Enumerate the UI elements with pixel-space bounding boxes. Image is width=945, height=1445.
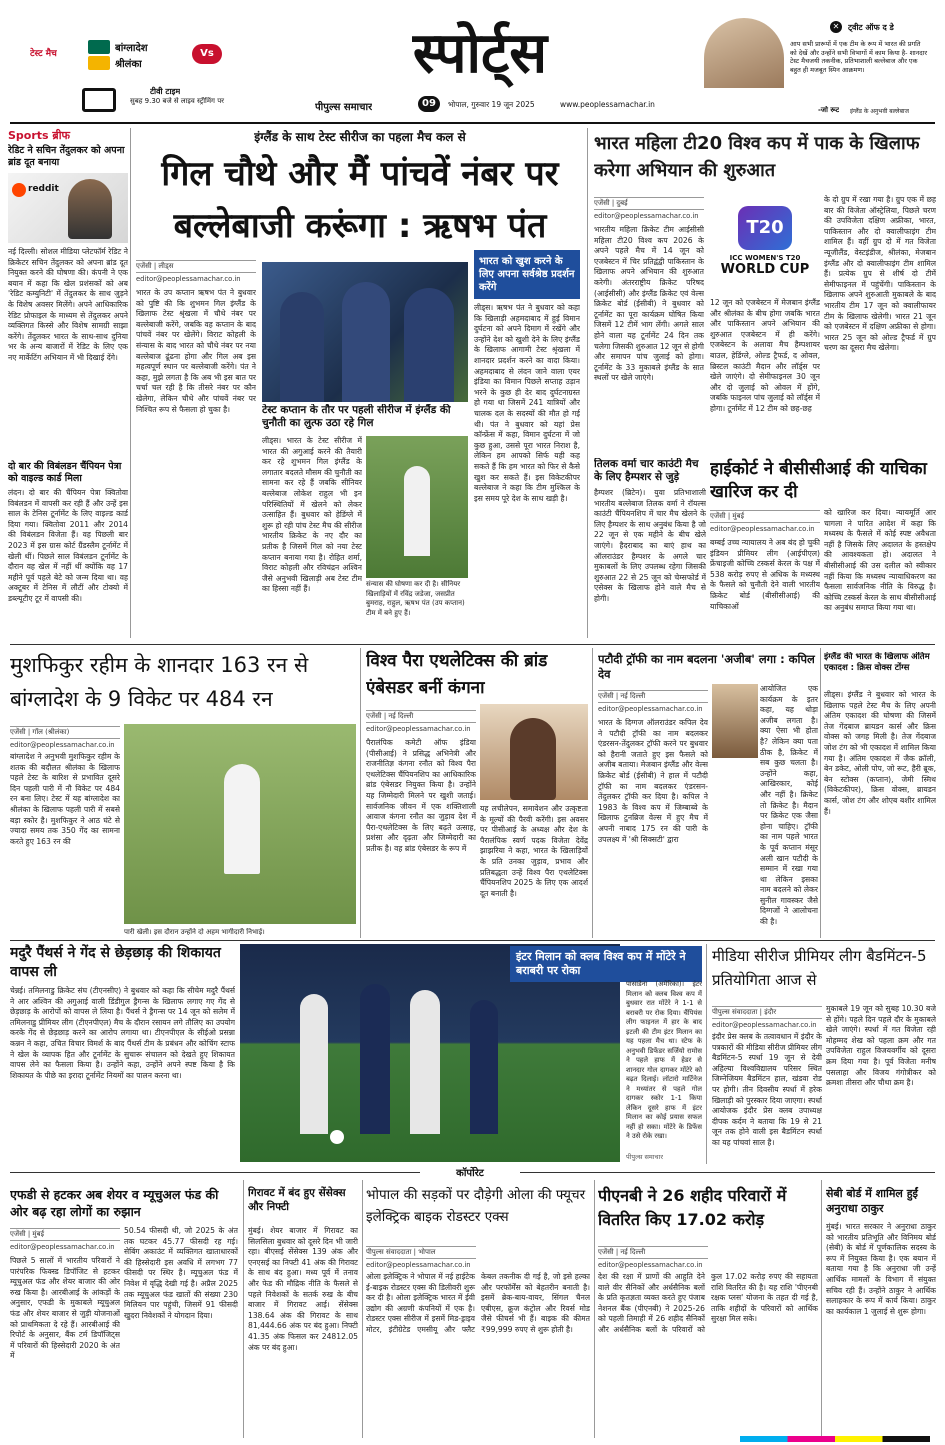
bcci-headline: हाईकोर्ट ने बीसीसीआई की याचिका खारिज कर दी — [710, 459, 927, 502]
kapil-byline-block — [598, 688, 708, 713]
corp-c-headline: भोपाल की सड़कों पर दौड़ेगी ओला की फ्यूचर इलेक्ट्रिक बाइक रोडस्टर एक्स — [366, 1187, 586, 1225]
kangana-email: editor@peoplessamachar.co.in — [366, 725, 471, 733]
corp-d-byline: एजेंसी | नई दिल्ली — [598, 1246, 708, 1259]
wc-logo-line2: WORLD CUP — [720, 262, 810, 277]
brief-body-2: लंदन। दो बार की चैंपियन पेत्रा क्वितोवा विबंलडन में वापसी कर रही हैं और उन्हें इस साल के टेनिस टूर्नामेंट के लिए वाइल्ड कार्ड दिया गया। क्वितोवा 2011 और 2014 की विबंलडन विजेता हैं। वह पिछली बार 2023 में इस ग्रास कोर्ट ग्रैंडस्लैम टूर्नामेंट में खेली थीं। पिछले साल विबंलडन टूर्नामेंट के दौरान वह खेल में नहीं थीं क्योंकि वह 17 महीने पूर्व पहले बेटे को जन्म दिया था। वह अक्टूबर में टेनिस में लौटीं और टोक्यो में डब्ल्यूटीए टूर में वापसी की। — [8, 488, 128, 603]
madurai-headline: मदुरै पैंथर्स ने गेंद से छेड़छाड़ की शिकायत वापस ली — [10, 945, 221, 980]
mushfiq-photo — [124, 724, 356, 924]
women-t20-byline-block — [594, 195, 704, 220]
women-t20-headline: भारत महिला टी20 विश्व कप में पाक के खिलाफ करेगा अभियान की शुरुआत — [594, 133, 920, 181]
player-silhouette-1 — [280, 292, 324, 402]
tv-icon — [82, 88, 116, 112]
player-silhouette-2 — [342, 282, 390, 402]
website: www.peoplessamachar.in — [560, 100, 655, 109]
bcci-col-1: बम्बई उच्च न्यायालय ने अब बंद हो चुकी इंडियन प्रीमियर लीग (आईपीएल) फ्रेंचाइजी कोच्चि टस्कर्स केरल के पक्ष में 538 करोड़ रुपए से अधिक के मध्यस्थ के फैसले को चुनौती देने वाली भारतीय क्रिकेट बोर्ड (बीसीसीआई) की याचिकाओं — [710, 538, 820, 611]
mushfiq-body: बांग्लादेश ने अनुभवी मुशफिकुर रहीम के शतक की बदौलत श्रीलंका के खिलाफ पहले टेस्ट के बारिश से प्रभावित दूसरे दिन पहली पारी में नौ विकेट पर 484 रन बना लिए। टेस्ट में यह बांग्लादेश का श्रीलंका के खिलाफ पहली पारी में सबसे बड़ा स्कोर है। मुशफिकुर ने आठ घंटे से ज्यादा समय तक 350 गेंद का सामना करते हुए 163 रन की — [10, 752, 120, 846]
test-match-label: टेस्ट मैच — [30, 49, 57, 59]
main-headline: गिल चौथे और मैं पांचवें नंबर पर बल्लेबाजी करूंगा : ऋषभ पंत — [161, 154, 559, 246]
main-byline-block — [136, 258, 256, 283]
corp-e-body: मुंबई। भारत सरकार ने अनुराधा ठाकुर को भारतीय प्रतिभूति और विनिमय बोर्ड (सेबी) के बोर्ड में पूर्णकालिक सदस्य के रूप में नियुक्त किया है। एक बयान में बताया गया है कि अनुराधा जी उन्हें आर्थिक मामलों के विभाग में संयुक्त सचिव रही हैं। उन्होंने ठाकुर ने आर्थिक सलाहकार के रूप में कार्य किया। ठाकुर का कार्यकाल 1 जुलाई से शुरू होगा। — [826, 1222, 936, 1316]
corp-d-body: देश की रक्षा में प्राणों की आहुति देने वाले वीर सैनिकों और अर्धसैनिक बलों के प्रति कृतज्ञता व्यक्त करते हुए पंजाब नेशनल बैंक (पीएनबी) ने 2025-26 को पहली तिमाही में 26 शहीद सैनिकों और अर्धसैनिक बलों के परिवारों को कुल 17.02 करोड़ रुपए की सहायता राशि वितरित की है। यह राशि 'पीएनबी रक्षक प्लस' योजना के तहत दी गई है, ताकि शहीदों के परिवारों को आर्थिक सुरक्षा मिल सके। — [598, 1272, 818, 1334]
corp-e-headline: सेबी बोर्ड में शामिल हुईं अनुराधा ठाकुर — [826, 1187, 918, 1215]
media-series-headline: मीडिया सीरीज प्रीमियर लीग बैडमिंटन-5 प्रतियोगिता आज से — [712, 947, 927, 989]
corp-c-byline: पीपुल्स संवाददाता | भोपाल — [366, 1246, 476, 1259]
player-figure-4 — [470, 1000, 498, 1134]
batting-photo — [366, 436, 468, 578]
inter-headline: इंटर मिलान को क्लब विश्व कप में मोंटेरे ने बराबरी पर रोका — [510, 946, 702, 982]
brief-headline: रेडिट ने सचिन तेंदुलकर को अपना ब्रांड दूत बनाया — [8, 145, 125, 168]
main-col-3: लीड्स। भारत के टेस्ट सीरीज में भारत की अगुआई करने की तैयारी कर रहे शुभमन गिल इंग्लैंड के लगातार बदलते मौसम की चुनौती का सामना कर रहे हैं जबकि सीनियर बल्लेबाज लोकेश राहुल भी इन परिस्थितियों में खेलने को लेकर उत्साहित हैं। बुधवार को हेडिंग्ले में शुरू हो रही पांच टेस्ट मैच की सीरीज भारतीय क्रिकेट के नए दौर का प्रतीक है जिसमें गिल को नया टेस्ट कप्तान बनाया गया है। रोहित शर्मा, विराट कोहली और रविचंद्रन अश्विन जैसे अनुभवी खिलाड़ी अब टेस्ट टीम का हिस्सा नहीं हैं। — [262, 436, 362, 594]
women-t20-email: editor@peoplessamachar.co.in — [594, 212, 699, 220]
mushfiq-byline-block — [10, 724, 120, 749]
corp-b-body: मुंबई। शेयर बाजार में गिरावट का सिलसिला बुधवार को दूसरे दिन भी जारी रहा। बीएसई सेंसेक्स 139 अंक और एनएसई का निफ्टी 41 अंक की गिरावट के साथ बंद हुआ। मध्य पूर्व में तनाव और फेड की मौद्रिक नीति के फैसले से पहले निवेशकों के सतर्क रुख के बीच बाजार में गिरावट आई। सेंसेक्स 138.64 अंक की गिरावट के साथ 81,444.66 अंक पर बंद हुआ। निफ्टी 41.35 अंक फिसल कर 24812.05 अंक पर बंद हुआ। — [248, 1226, 358, 1352]
kangana-headline: विश्व पैरा एथलेटिक्स की ब्रांड एंबेसडर बनीं कंगना — [366, 651, 548, 698]
brief-headline-2: दो बार की विबंलडन चैंपियन पेत्रा को वाइल्ड कार्ड मिला — [8, 461, 122, 484]
kangana-byline-block — [366, 708, 476, 733]
main-email: editor@peoplessamachar.co.in — [136, 275, 241, 283]
wc-logo — [710, 200, 820, 295]
brief-brand: Sports ब्रीफ — [8, 129, 71, 142]
inter-body: पासाडेना (अमेरिका)। इंटर मिलान को क्लब विश्व कप में बुधवार रात मोंटेरे ने 1-1 से बराबरी पर रोक दिया। चैंपियंस लीग फाइनल में हार के बाद इटली की टीम इंटर मिलान का यह पहला मैच था। स्टेफ के अनुभवी डिफेंडर सर्जियो रामोस ने पहले हाफ में हेडर से शानदार गोल दागकर मोंटेरे को बढ़त दिलाई। लॉटारो मार्टिनेज ने मध्यांतर से पहले गोल दागकर स्कोर 1-1 किया लेकिन दूसरे हाफ में इंटर मिलान का कोई प्रयास सफल नहीं हो सका। मोंटेरे के डिफेंस ने उसे रोके रखा। — [626, 980, 702, 1140]
main-byline: एजेंसी | लीड्स — [136, 260, 256, 273]
player-figure-1 — [300, 994, 328, 1134]
team2-flag — [88, 56, 110, 70]
team1-label: बांग्लादेश — [115, 43, 148, 54]
madurai-body: चेन्नई। तमिलनाडु क्रिकेट संघ (टीएनसीए) ने बुधवार को कहा कि सीचेम मदुरै पैंथर्स ने आर अश्विन की अगुआई वाली डिंडीगुल ड्रैगन्स के खिलाफ लगाए गए गेंद से छेड़छाड़ के आरोपों को वापस ले लिया है। पैंथर्स ने ड्रैगन्स पर 14 जून को सलेम में तमिलनाडु प्रीमियर लीग (टीएनपीएल) मैच के दौरान रसायन लगे तौलिए का उपयोग करके गेंद से छेड़छाड़ करने का आरोप लगाया था। टीएनपीएल के सीईओ प्रसन्ना कन्नन ने कहा, उचित विचार विमर्श के बाद पैंथर्स टीम के प्रबंधन और कोचिंग स्टाफ ने खेल के व्यापक हित और टूर्नामेंट के सुचारू संचालन को देखते हुए शिकायत वापस लेने का फैसला किया है। उन्होंने कहा, उन्होंने अपने स्पष्ट किया है कि शिकायत के पीछे का इरादा टूर्नामेंट नियमों का पालन करना था। — [10, 986, 235, 1080]
side-box-heading: भारत को खुश करने के लिए अपना सर्वश्रेष्ठ प्रदर्शन करेंगे — [474, 250, 580, 299]
section-title: स्पोर्ट्स — [412, 20, 548, 86]
media-series-byline: पीपुल्स संवाददाता | इंदौर — [712, 1006, 822, 1019]
player-figure-3 — [410, 990, 440, 1134]
tilak-headline: तिलक वर्मा चार काउंटी मैच के लिए हैम्पशर से जुड़े — [594, 458, 699, 483]
kapil-email: editor@peoplessamachar.co.in — [598, 705, 703, 713]
bcci-email: editor@peoplessamachar.co.in — [710, 525, 815, 533]
reddit-logo-icon — [12, 183, 26, 197]
reddit-photo — [8, 173, 128, 243]
media-series-col-2: इंदौर प्रेस क्लब के तत्वावधान में इंदौर के पत्रकारों की मीडिया सीरीज प्रीमियर लीग बैडमिंटन-5 स्पर्धा 19 जून से देवी अहिल्या विश्वविद्यालय परिसर स्थित जिम्नेजियम बैडमिंटन हाल, खंडवा रोड पर होगी। तीन दिवसीय स्पर्धा में हरेक खिलाड़ी को पुरस्कार दिया जाएगा। स्पर्धा आयोजक इंदौर प्रेस क्लब उपाध्यक्ष दीपक कर्दम ने बताया कि 19 से 21 जून तक होने वाली इस बैडमिंटन स्पर्धा का यह पांचवां साल है। — [712, 1032, 822, 1147]
team1-flag — [88, 40, 110, 54]
kapil-headline: पटौदी ट्रॉफी का नाम बदलना 'अजीब' लगा : कपिल देव — [598, 652, 815, 681]
wc-logo-line1: ICC WOMEN'S T20 — [729, 254, 801, 262]
main-col-1: भारत के उप कप्तान ऋषभ पंत ने बुधवार को पुष्टि की कि शुभमन गिल इंग्लैंड के खिलाफ टेस्ट श्रृंखला में चौथे नंबर पर बल्लेबाजी करेंगे, जबकि वह कप्तान के बाद पांचवें नंबर पर खेलेंगे। विराट कोहली के संन्यास के बाद भारत को चौथे नंबर पर नया बल्लेबाज ढूंढना होगा और गिल अब इस महत्वपूर्ण स्थान पर बल्लेबाजी करेंगे। पंत ने कहा, मुझे लगता है कि अब भी इस बात पर चर्चा चल रही है कि तीसरे नंबर पर कौन खेलेगा, लेकिन चौथे और पांचवें नंबर पर निश्चित रूप से फैसला हो चुका है। — [136, 288, 256, 414]
kapil-byline: एजेंसी | नई दिल्ली — [598, 690, 708, 703]
corp-d-email: editor@peoplessamachar.co.in — [598, 1261, 703, 1269]
player-figure-2 — [360, 984, 390, 1134]
main-photo-caption: टेस्ट कप्तान के तौर पर पहली सीरीज में इंग्लैंड की चुनौती का लुत्फ उठा रहे गिल — [262, 404, 451, 429]
corp-d-headline: पीएनबी ने 26 शहीद परिवारों में वितरित किए 17.02 करोड़ — [598, 1186, 787, 1229]
wc-logo-mark: T20 — [738, 206, 792, 250]
bcci-byline: एजेंसी | मुंबई — [710, 510, 820, 523]
corp-a-body: पिछले 5 सालों में भारतीय परिवारों ने पारंपरिक फिक्स्ड डिपॉजिट से हटकर म्यूचुअल फंड और शेयर बाजार की ओर रुख किया है। आरबीआई के आंकड़ों के अनुसार, एफडी के मुकाबले म्यूचुअल फंड और शेयर बाजार से जुड़ी योजनाओं को प्राथमिकता दे रहे हैं। आरबीआई की रिपोर्ट के अनुसार, बैंक टर्म डिपॉजिट्स में परिवारों की हिस्सेदारी 2020 के अंत में — [10, 1256, 120, 1361]
tilak-body: हैम्पशर (ब्रिटेन)। युवा प्रतिभाशाली भारतीय बल्लेबाज तिलक वर्मा ने रॉयल्स काउंटी चैंपियनशिप में चार मैच खेलने के लिए हैम्पशर के साथ अनुबंध किया है जो 22 जून से एक महीने के बीच खेले जाएंगे। हैदराबाद का बाएं हाथ का ऑलराउंडर हैम्पशर के अगले चार मुकाबलों के लिए उपलब्ध रहेगा जिसकी शुरुआत 22 से 25 जून को चेम्सफोर्ड में एसेक्स के खिलाफ होने वाले मैच से होगी। — [594, 488, 706, 603]
corp-c-byline-block — [366, 1244, 476, 1269]
brief-body: नई दिल्ली। सोशल मीडिया प्लेटफॉर्म रेडिट ने क्रिकेटर सचिन तेंदुलकर को अपना ब्रांड दूत नियुक्त करने की घोषणा की। कंपनी ने एक बयान में कहा कि खेल प्रशंसकों को अब 'रेडिट कम्युनिटी' में तेंदुलकर के साथ जुड़ने के विशेष अवसर मिलेंगे। अपने आधिकारिक रेडिट प्रोफाइल के माध्यम से तेंदुलकर अपने व्यक्तिगत किस्से और विशेष सामग्री साझा करेंगे। तेंदुलकर भारत के साथ-साथ दुनिया भर के अन्य बाजारों में रेडिट के लिए एक नए मार्केटिंग अभियान में भी दिखाई देंगे। — [8, 247, 128, 362]
mushfiq-email: editor@peoplessamachar.co.in — [10, 741, 115, 749]
test-match-box — [20, 30, 250, 120]
corp-a-body-2: 50.54 फीसदी थी, जो 2025 के अंत तक घटकर 45.77 फीसदी रह गई। सेबिंग अकाउंट में व्यक्तिगत खाताधारकों की हिस्सेदारी इस अवधि में लगभग 77 फीसदी पर स्थिर है। म्यूचुअल फंड में निवेश में वृद्धि देखी गई है। अप्रैल 2025 तक म्यूचुअल फंड खातों की संख्या 230 मिलियन पार पहुंची, जिसमें 91 फीसदी खुदरा निवेशकों ने योगदान दिया। — [124, 1226, 238, 1320]
media-series-email: editor@peoplessamachar.co.in — [712, 1021, 817, 1029]
corp-a-byline-block — [10, 1226, 120, 1251]
bcci-byline-block — [710, 508, 820, 533]
women-t20-col-3: के दो ग्रुप में रखा गया है। ग्रुप एक में छह बार की विजेता ऑस्ट्रेलिया, पिछले चरण की उपविजेता दक्षिण अफ्रीका, भारत, पाकिस्तान और दो क्वालीफाइंग टीम शामिल हैं। वहीं ग्रुप दो में गत विजेता न्यूजीलैंड, वेस्टइंडीज, श्रीलंका, मेजबान इंग्लैंड और दो क्वालीफाइंग टीम शामिल हैं। प्रत्येक ग्रुप से शीर्ष दो टीमें सेमीफाइनल में पहुंचेंगी। पाकिस्तान के खिलाफ अपने शुरुआती मुकाबले के बाद भारतीय टीम 17 जून को क्वालीफायर टीम के खिलाफ खेलेगी। भारत 21 जून को एजबेस्टन में दक्षिण अफ्रीका से होगा। भारत 25 जून को ओल्ड ट्रैफर्ड में ग्रुप चरण का दूसरा मैच खेलेगा। — [824, 195, 936, 353]
batsman-bangladesh — [224, 764, 260, 874]
tweet-label: ट्वीट ऑफ द डे — [848, 23, 894, 32]
eng-ind-headline: इंग्लैंड की भारत के खिलाफ अंतिम एकादश : क्रिस वोक्स टोंग्स — [824, 652, 930, 673]
vs-badge: Vs — [192, 44, 222, 64]
corporate-label: कॉर्पोरेट — [420, 1165, 520, 1179]
x-icon: ✕ — [830, 21, 842, 33]
corp-c-email: editor@peoplessamachar.co.in — [366, 1261, 471, 1269]
eng-ind-body: लीड्स। इंग्लैंड ने बुधवार को भारत के खिलाफ पहले टेस्ट मैच के लिए अपनी अंतिम एकादश की घोषणा की जिसमें तेज गेंदबाज ब्रायडन कार्स और क्रिस वोक्स को जगह मिली है। तेज गेंदबाज जोश टंग को भी एकादश में शामिल किया गया है। अंतिम एकादश में जैक क्रॉली, बेन डकेट, ओली पोप, जो रूट, हैरी ब्रूक, बेन स्टोक्स (कप्तान), जेमी स्मिथ (विकेटकीपर), क्रिस वोक्स, ब्रायडन कार्स, जोश टंग और शोएब बशीर शामिल हैं। — [824, 690, 936, 816]
women-t20-col-2: 12 जून को एजबेस्टन में मेजबान इंग्लैंड और श्रीलंका के बीच होगा जबकि भारत और पाकिस्तान अपने अभियान की शुरुआत एजबेस्टन में ही करेंगे। एजबेस्टन के अलावा मैच हैम्पशायर बाउल, हेडिंग्ले, ओल्ड ट्रैफर्ड, द ओवल, ब्रिस्टल काउंटी मैदान और लॉर्ड्स पर खेले जाएंगे। दो सेमीफाइनल 30 जून और दो जुलाई को ओवल में होंगे, जबकि फाइनल पांच जुलाई को लॉर्ड्स में होगा। टूर्नामेंट में 12 टीम को छह-छह — [710, 298, 820, 413]
reddit-logo-text: reddit — [28, 184, 59, 194]
mushfiq-byline: एजेंसी | गॉल (श्रीलंका) — [10, 726, 120, 739]
kangana-photo — [480, 704, 588, 800]
corp-b-headline: गिरावट में बंद हुए सेंसेक्स और निफ्टी — [248, 1187, 346, 1213]
corp-a-email: editor@peoplessamachar.co.in — [10, 1243, 115, 1251]
player-silhouette-3 — [404, 288, 454, 402]
football-ball-icon — [330, 1130, 344, 1144]
kapil-body: भारत के दिग्गज ऑलराउंडर कपिल देव ने पटौदी ट्रॉफी का नाम बदलकर एंडरसन-तेंदुलकर ट्रॉफी करने पर बुधवार को हैरानी जताते हुए इस फैसले को अजीब बताया। मेजबान इंग्लैंड और वेल्स क्रिकेट बोर्ड (ईसीबी) ने हाल में पटौदी ट्रॉफी का नाम बदलकर एंडरसन-तेंदुलकर ट्रॉफी कर दिया है। कपिल ने 1983 के विश्व कप में जिम्बाब्वे के खिलाफ टुनब्रिज वेल्स में हुए मैच में अपनी नाबाद 175 रन की पारी के उपलक्ष्य में 'श्री सिक्सटी' द्वारा — [598, 718, 708, 844]
women-t20-col-1: भारतीय महिला क्रिकेट टीम आईसीसी महिला टी20 विश्व कप 2026 के अपने पहले मैच में 14 जून को एजबेस्टन में चिर प्रतिद्वंद्वी पाकिस्तान के खिलाफ अपने अभियान की शुरुआत करेगी। अंतरराष्ट्रीय क्रिकेट परिषद (आईसीसी) और इंग्लैंड क्रिकेट एवं वेल्स क्रिकेट बोर्ड (ईसीबी) ने बुधवार को टूर्नामेंट का पूरा कार्यक्रम घोषित किया जिसमें 12 टीमें भाग लेंगी। अगले साल होने वाला यह टूर्नामेंट 24 दिन तक चलेगा जिसकी शुरुआत 12 जून से होगी और समापन पांच जुलाई को होगा। टूर्नामेंट के 33 मुकाबले इंग्लैंड के सात स्थलों पर खेले जाएंगे। — [594, 225, 704, 383]
sports-brief-column — [8, 128, 128, 648]
mushfiq-headline: मुशफिकुर रहीम के शानदार 163 रन से बांग्लादेश के 9 विकेट पर 484 रन — [10, 653, 309, 711]
corp-d-byline-block — [598, 1244, 708, 1269]
batting-photo-caption: संन्यास की घोषणा कर दी है। सीनियर खिलाड़ियों में रविंद्र जडेजा, जसप्रीत बुमराह, राहुल, ऋषभ पंत (उप कप्तान) टीम में बने हुए हैं। — [366, 580, 465, 617]
sachin-photo — [68, 179, 112, 239]
side-box-body: लीड्स। ऋषभ पंत ने बुधवार को कहा कि खिलाड़ी अहमदाबाद में हुई विमान दुर्घटना को अपने दिमाग में रखेंगे और उन्होंने देश को खुशी देने के लिए इंग्लैंड के खिलाफ आगामी टेस्ट श्रृंखला में शानदार प्रदर्शन करने का वादा किया। अहमदाबाद से लंदन जाने वाला एयर इंडिया का विमान पिछले सप्ताह उड़ान भरने के कुछ ही देर बाद दुर्घटनाग्रस्त हो गया था जिसमें 241 यात्रियों और चालक दल के सदस्यों की मौत हो गई थी। पंत ने बुधवार को यहां प्रेस कॉन्फ्रेंस में कहा, विमान दुर्घटना में जो कुछ हुआ, उससे पूरा भारत निराश है, लेकिन हम आपको सिर्फ यही कह सकते हैं कि हम भारत को फिर से कैसे खुश कर सकते हैं। इस विकेटकीपर बल्लेबाज ने कहा कि टीम मुश्किल के इस समय पूरे देश के साथ खड़ी है। — [474, 303, 580, 503]
team2-label: श्रीलंका — [115, 59, 142, 70]
dateline: भोपाल, गुरुवार 19 जून 2025 — [448, 100, 535, 109]
corp-c-body: ओला इलेक्ट्रिक ने भोपाल में नई हाईटेक ई-बाइक रोडस्टर एक्स की डिलीवरी शुरू कर दी है। ओला इलेक्ट्रिक भारत में ईवी उद्योग की अग्रणी कंपनियों में एक है। रोडस्टर एक्स सीरीज में इसमें मिड-ड्राइव मोटर, इंटीग्रेटेड एमसीयू और फ्लैट केबल तकनीक दी गई है, जो इसे हल्का और परफॉर्मेंस को बेहतरीन बनाती है। इसमें ब्रेक-बाय-वायर, सिंगल चैनल एबीएस, क्रूज कंट्रोल और रिवर्स मोड जैसे फीचर्स भी हैं। बाइक की कीमत ₹99,999 रुपए से शुरू होती है। — [366, 1272, 590, 1334]
kangana-col-1: पैरालंपिक कमेटी ऑफ इंडिया (पीसीआई) ने प्रसिद्ध अभिनेत्री और राजनीतिज्ञ कंगना रनौत को विश्व पैरा एथलेटिक्स चैंपियनशिप का आधिकारिक ब्रांड एंबेसडर नियुक्त किया है। उन्होंने यह जिम्मेदारी मिलने पर खुशी जताई। सार्वजनिक जीवन में एक शक्तिशाली आवाज कंगना रनौत का जुड़ाव देश में पैरा-एथलेटिक्स के लिए बढ़ते उत्साह, प्रशंसा और दृढ़ता और जिम्मेदारी का प्रतीक है। वह ब्रांड एंबेसडर के रूप में — [366, 738, 476, 853]
masthead — [0, 0, 945, 122]
main-photo — [262, 262, 468, 402]
color-registration-bar — [740, 1436, 930, 1442]
kangana-byline: एजेंसी | नई दिल्ली — [366, 710, 476, 723]
tweet-author: -जो रूट — [818, 106, 840, 114]
side-box — [474, 250, 580, 640]
main-kicker: इंग्लैंड के साथ टेस्ट सीरीज का पहला मैच कल से — [254, 130, 466, 144]
corp-a-byline: एजेंसी | मुंबई — [10, 1228, 120, 1241]
tv-time-text: सुबह 9.30 बजे से लाइव स्ट्रीमिंग पर — [130, 97, 225, 105]
women-t20-byline: एजेंसी | दुबई — [594, 197, 704, 210]
kangana-col-2: यह लचीलेपन, समावेशन और उत्कृष्टता के मूल्यों की पैरवी करेंगी। इस अवसर पर पीसीआई के अध्यक्ष और देश के पैरालंपिक स्वर्ण पदक विजेता देवेंद्र झाझरिया ने कहा, भारत के खिलाड़ियों के प्रति उनका जुड़ाव, प्रभाव और प्रतिबद्धता उन्हें विश्व पैरा एथलेटिक्स चैंपियनशिप 2025 के लिए एक आदर्श दूत बनाती है। — [480, 804, 588, 898]
player-photo — [704, 18, 784, 88]
corp-a-headline: एफडी से हटकर अब शेयर व म्यूचुअल फंड की ओर बढ़ रहा लोगों का रुझान — [10, 1187, 219, 1219]
inter-photo-credit: पीपुल्स समाचार — [626, 1153, 663, 1161]
kapil-body-2: आयोजित एक कार्यक्रम के इतर कहा, यह थोड़ा अजीब लगता है। क्या ऐसा भी होता है? लेकिन क्या पता ठीक है, क्रिकेट में सब कुछ चलता है। उन्होंने कहा, आखिरकार, कोई और नहीं है। क्रिकेट तो क्रिकेट है। मैदान पर क्रिकेट एक जैसा होना चाहिए। ट्रॉफी का नाम पहले भारत के पूर्व कप्तान मंसूर अली खान पटौदी के सम्मान में रखा गया था लेकिन इसका नाम बदलने को लेकर सुनील गावस्कर जैसे दिग्गजों ने आलोचना की है। — [760, 684, 818, 927]
tweet-box — [690, 18, 930, 118]
bcci-col-2: को खारिज कर दिया। न्यायमूर्ति आर चागला ने पारित आदेश में कहा कि मध्यस्थ के फैसले में कोई स्पष्ट अवैधता नहीं है जिसके लिए अदालत के हस्तक्षेप की आवश्यकता हो। अदालत ने बीसीसीआई की उस दलील को स्वीकार नहीं किया कि मध्यस्थ न्यायाधिकरण का फैसला सार्वजनिक नीति के विरुद्ध है। कोच्चि टस्कर्स केरल के साथ बीसीसीआई का अनुबंध समाप्त किया गया था। — [824, 508, 936, 613]
tweet-text: आप सभी प्रारूपों में एक टीम के रूप में भारत की प्रगति को देखें और उन्होंने सभी विभागों में काम किया है- शानदार टेस्ट मैचजयी तकनीक, प्रतिभाशाली बल्लेबाज और एक बहुत ही मजबूत स्पिन आक्रमण। — [790, 40, 928, 74]
kangana-portrait — [510, 718, 556, 800]
media-series-byline-block — [712, 1004, 822, 1029]
media-series-col-1: मुकाबले 19 जून को सुबह 10.30 बजे से होंगे। पहले दिन पहले दौर के मुकाबले खेले जाएंगे। स्पर्धा में गत विजेता रही मोहम्मद शेख को पहला क्रम और गत उपविजेता राहुल विजयवर्गीय को दूसरा क्रम दिया गया है। पूर्व विजेता मनीष पसलाहा और विजय गंगोत्रीकर को क्रमशः तीसरा और चौथा क्रम है। — [826, 1004, 936, 1088]
batsman-silhouette — [404, 466, 430, 556]
mushfiq-caption: पारी खेली। इस दौरान उन्होंने दो अहम भागीदारी निभाई। — [124, 928, 265, 936]
page-number: 09 — [418, 96, 440, 112]
tweet-author-role: इंग्लैंड के अनुभवी बल्लेबाज — [850, 108, 909, 115]
tv-time-label: टीवी टाइम — [150, 87, 181, 96]
paper-name: पीपुल्स समाचार — [315, 102, 373, 113]
